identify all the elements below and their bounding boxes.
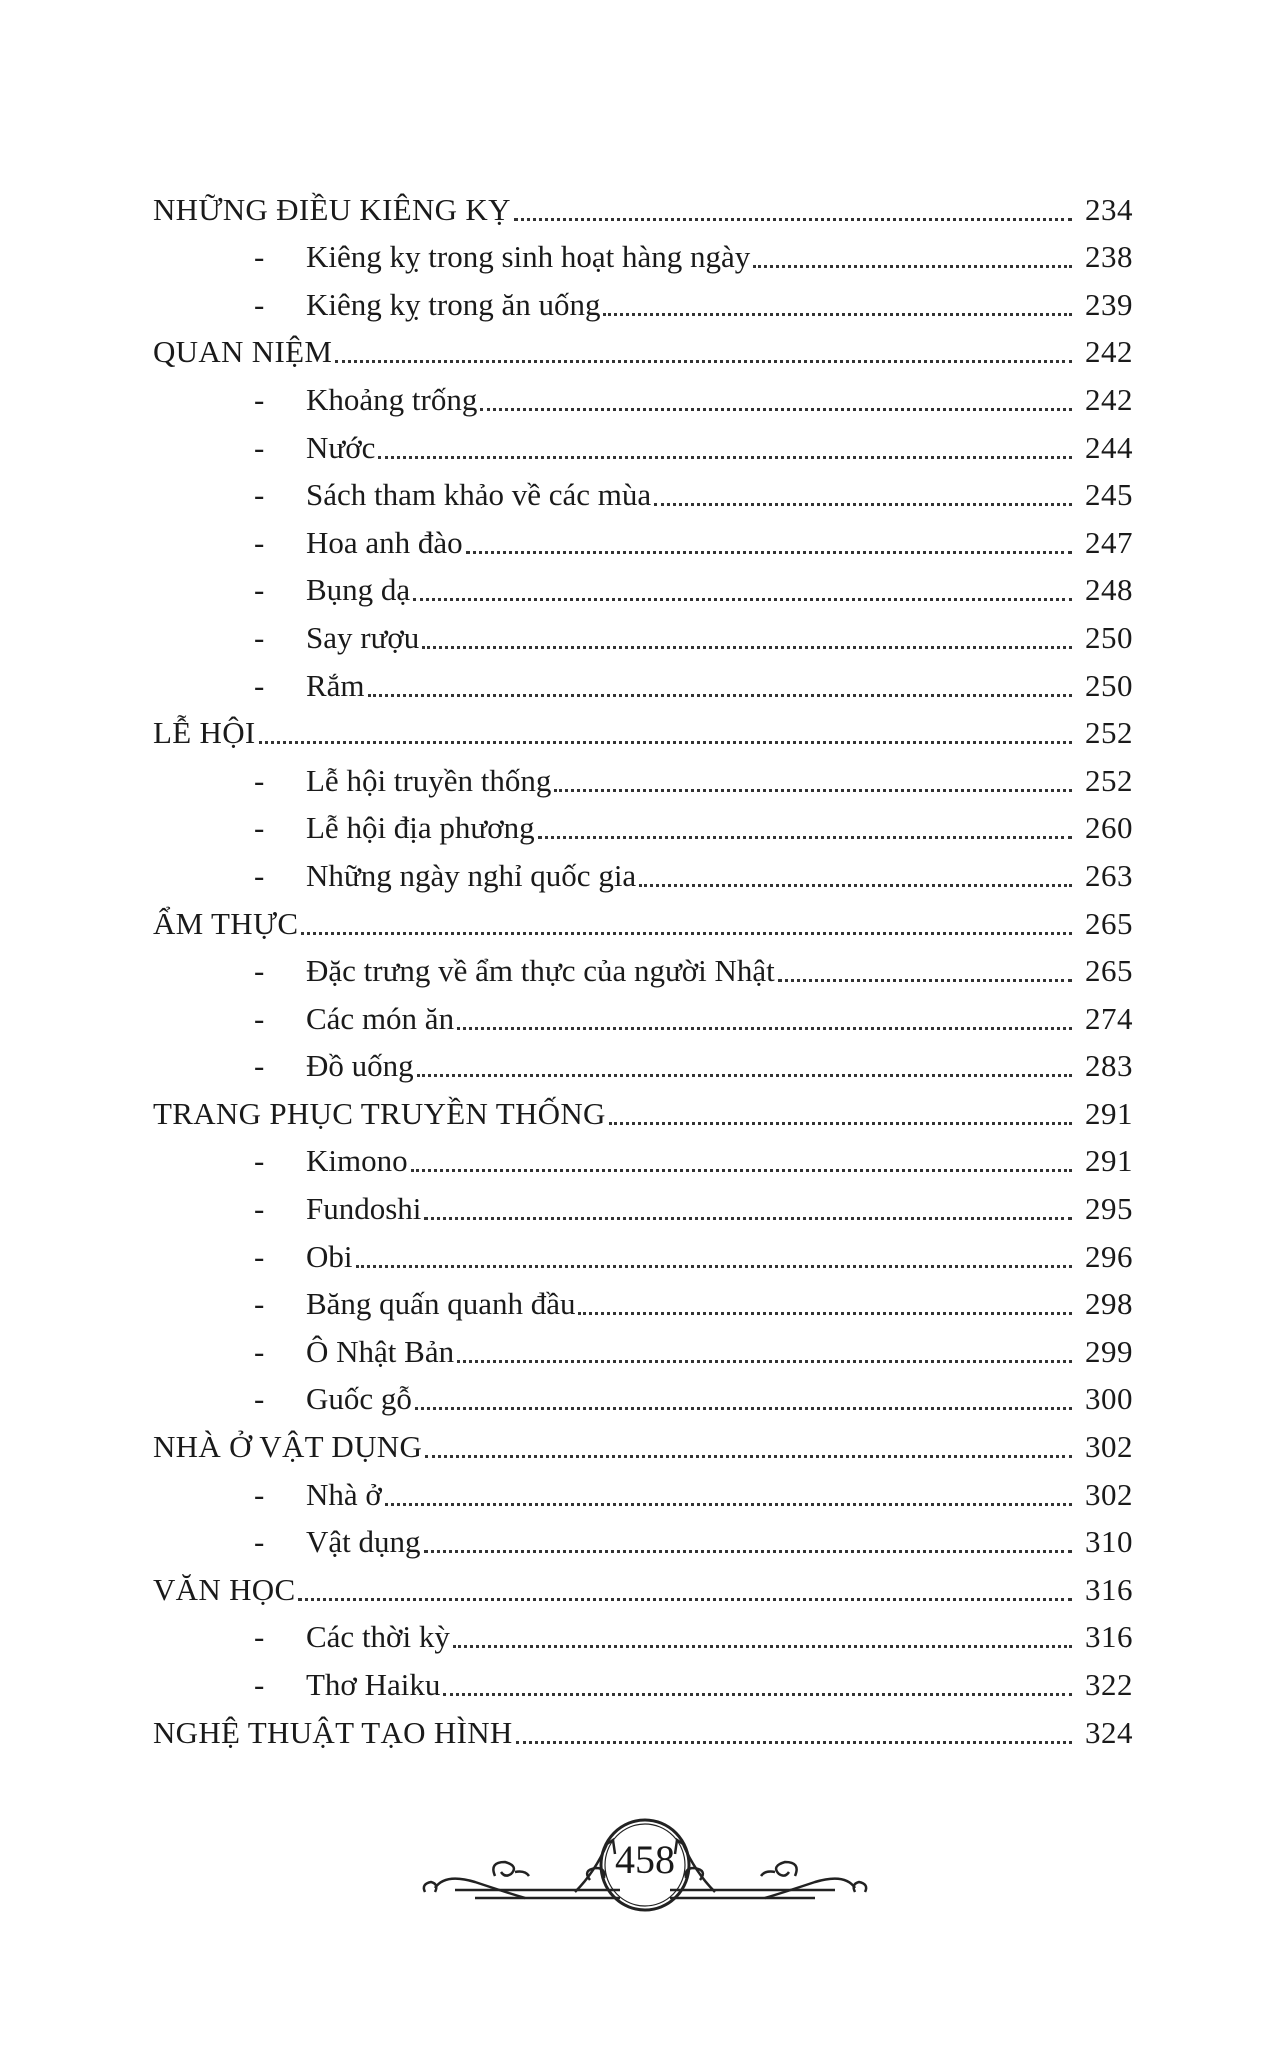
bullet-dash: - <box>254 1524 265 1560</box>
toc-subsection-entry <box>153 468 1133 516</box>
bullet-dash: - <box>254 1286 265 1322</box>
toc-entry-title: Kiêng kỵ trong ăn uống <box>306 286 601 322</box>
toc-subsection-entry <box>153 991 1133 1039</box>
toc-entry-page-number: 247 <box>1085 524 1133 560</box>
dot-leader <box>368 694 1072 697</box>
toc-entry-title: Rắm <box>306 667 365 703</box>
toc-subsection-entry <box>153 1134 1133 1182</box>
toc-entry-title: Kiêng kỵ trong sinh hoạt hàng ngày <box>306 239 751 275</box>
dot-leader <box>603 313 1072 316</box>
toc-section-entry <box>153 1419 1133 1467</box>
toc-entry-title: Lễ hội truyền thống <box>306 762 552 798</box>
toc-entry-page-number: 316 <box>1085 1571 1133 1607</box>
toc-entry-title: Hoa anh đào <box>306 524 463 560</box>
bullet-dash: - <box>254 1048 265 1084</box>
toc-entry-page-number: 242 <box>1085 334 1133 370</box>
toc-entry-page-number: 252 <box>1085 715 1133 751</box>
toc-subsection-entry <box>153 277 1133 325</box>
toc-entry-page-number: 302 <box>1085 1476 1133 1512</box>
toc-entry-title: Say rượu <box>306 619 420 655</box>
dot-leader <box>639 884 1072 887</box>
toc-entry-title: Ô Nhật Bản <box>306 1333 455 1369</box>
toc-entry-page-number: 322 <box>1085 1667 1133 1702</box>
bullet-dash: - <box>254 667 265 703</box>
toc-subsection-entry <box>153 1039 1133 1087</box>
dot-leader <box>609 1122 1072 1125</box>
bullet-dash: - <box>254 524 265 560</box>
dot-leader <box>422 646 1072 649</box>
toc-entry-page-number: 310 <box>1085 1524 1133 1560</box>
toc-section-entry <box>153 1562 1133 1610</box>
toc-section-entry <box>153 1705 1133 1753</box>
toc-subsection-entry <box>153 1181 1133 1229</box>
toc-entry-title: Bụng dạ <box>306 572 411 608</box>
toc-section-entry <box>153 1086 1133 1134</box>
dot-leader <box>778 979 1072 982</box>
toc-entry-title: Đặc trưng về ẩm thực của người Nhật <box>306 953 775 989</box>
bullet-dash: - <box>254 619 265 655</box>
table-of-contents <box>153 182 1133 1753</box>
toc-subsection-entry <box>153 372 1133 420</box>
dot-leader <box>480 408 1072 411</box>
toc-subsection-entry <box>153 1372 1133 1420</box>
toc-section-entry <box>153 182 1133 230</box>
toc-entry-title: Obi <box>306 1238 353 1274</box>
toc-entry-title: Đồ uống <box>306 1048 414 1084</box>
dot-leader <box>578 1312 1072 1315</box>
toc-entry-title: Các thời kỳ <box>306 1619 450 1655</box>
toc-entry-page-number: 250 <box>1085 619 1133 655</box>
toc-subsection-entry <box>153 230 1133 278</box>
toc-subsection-entry <box>153 1277 1133 1325</box>
toc-entry-page-number: 298 <box>1085 1286 1133 1322</box>
toc-entry-page-number: 250 <box>1085 667 1133 703</box>
bullet-dash: - <box>254 286 265 322</box>
dot-leader <box>356 1265 1073 1268</box>
toc-entry-title: NGHỆ THUẬT TẠO HÌNH <box>153 1714 513 1750</box>
toc-entry-title: Fundoshi <box>306 1191 422 1227</box>
toc-entry-title: NHÀ Ở VẬT DỤNG <box>153 1429 423 1465</box>
dot-leader <box>378 456 1072 459</box>
dot-leader <box>259 741 1072 744</box>
toc-entry-page-number: 260 <box>1085 810 1133 846</box>
page-footer-ornament <box>405 1810 885 1920</box>
toc-subsection-entry <box>153 1515 1133 1563</box>
toc-entry-title: Guốc gỗ <box>306 1381 412 1417</box>
toc-subsection-entry <box>153 1229 1133 1277</box>
toc-entry-title: Những ngày nghỉ quốc gia <box>306 857 637 893</box>
dot-leader <box>411 1169 1072 1172</box>
toc-entry-page-number: 248 <box>1085 572 1133 608</box>
toc-subsection-entry <box>153 420 1133 468</box>
dot-leader <box>415 1407 1072 1410</box>
toc-subsection-entry <box>153 1324 1133 1372</box>
toc-entry-title: NHỮNG ĐIỀU KIÊNG KỴ <box>153 191 511 227</box>
bullet-dash: - <box>254 1619 265 1655</box>
toc-entry-page-number: 296 <box>1085 1238 1133 1274</box>
toc-entry-title: VĂN HỌC <box>153 1571 296 1607</box>
toc-entry-page-number: 252 <box>1085 762 1133 798</box>
toc-section-entry <box>153 325 1133 373</box>
dot-leader <box>385 1503 1072 1506</box>
toc-section-entry <box>153 896 1133 944</box>
toc-entry-page-number: 283 <box>1085 1048 1133 1084</box>
toc-entry-page-number: 299 <box>1085 1333 1133 1369</box>
toc-entry-page-number: 324 <box>1085 1714 1133 1750</box>
toc-subsection-entry <box>153 563 1133 611</box>
dot-leader <box>424 1550 1072 1553</box>
bullet-dash: - <box>254 953 265 989</box>
toc-entry-title: Kimono <box>306 1143 408 1179</box>
dot-leader <box>457 1027 1072 1030</box>
toc-entry-page-number: 244 <box>1085 429 1133 465</box>
toc-section-entry <box>153 706 1133 754</box>
dot-leader <box>301 932 1072 935</box>
dot-leader <box>457 1360 1072 1363</box>
bullet-dash: - <box>254 477 265 513</box>
toc-entry-title: Thơ Haiku <box>306 1667 441 1702</box>
toc-subsection-entry <box>153 753 1133 801</box>
bullet-dash: - <box>254 1667 265 1702</box>
toc-entry-page-number: 234 <box>1085 191 1133 227</box>
toc-entry-title: TRANG PHỤC TRUYỀN THỐNG <box>153 1095 606 1131</box>
dot-leader <box>753 265 1072 268</box>
toc-entry-title: Nước <box>306 429 376 465</box>
dot-leader <box>466 551 1072 554</box>
toc-entry-title: LỄ HỘI <box>153 715 256 751</box>
toc-entry-title: QUAN NIỆM <box>153 334 333 370</box>
toc-entry-title: Nhà ở <box>306 1476 382 1512</box>
dot-leader <box>425 1455 1072 1458</box>
dot-leader <box>654 503 1072 506</box>
toc-subsection-entry <box>153 944 1133 992</box>
dot-leader <box>298 1598 1072 1601</box>
bullet-dash: - <box>254 1238 265 1274</box>
toc-subsection-entry <box>153 1467 1133 1515</box>
dot-leader <box>516 1741 1072 1744</box>
toc-entry-title: Sách tham khảo về các mùa <box>306 477 652 513</box>
toc-entry-page-number: 265 <box>1085 905 1133 941</box>
bullet-dash: - <box>254 1476 265 1512</box>
toc-subsection-entry <box>153 1610 1133 1658</box>
toc-entry-page-number: 302 <box>1085 1429 1133 1465</box>
toc-entry-page-number: 263 <box>1085 857 1133 893</box>
dot-leader <box>424 1217 1072 1220</box>
toc-subsection-entry <box>153 1657 1133 1705</box>
toc-entry-page-number: 291 <box>1085 1143 1133 1179</box>
bullet-dash: - <box>254 1381 265 1417</box>
dot-leader <box>453 1645 1072 1648</box>
toc-entry-page-number: 239 <box>1085 286 1133 322</box>
toc-entry-page-number: 295 <box>1085 1191 1133 1227</box>
dot-leader <box>335 360 1072 363</box>
toc-subsection-entry <box>153 658 1133 706</box>
dot-leader <box>514 218 1072 221</box>
bullet-dash: - <box>254 381 265 417</box>
toc-entry-title: Vật dụng <box>306 1524 421 1560</box>
dot-leader <box>538 836 1072 839</box>
bullet-dash: - <box>254 857 265 893</box>
bullet-dash: - <box>254 1191 265 1227</box>
dot-leader <box>413 598 1072 601</box>
bullet-dash: - <box>254 1143 265 1179</box>
toc-entry-page-number: 300 <box>1085 1381 1133 1417</box>
toc-subsection-entry <box>153 848 1133 896</box>
bullet-dash: - <box>254 239 265 275</box>
bullet-dash: - <box>254 429 265 465</box>
toc-entry-title: Lễ hội địa phương <box>306 810 535 846</box>
dot-leader <box>443 1693 1072 1696</box>
toc-entry-page-number: 316 <box>1085 1619 1133 1655</box>
toc-subsection-entry <box>153 801 1133 849</box>
bullet-dash: - <box>254 810 265 846</box>
toc-subsection-entry <box>153 610 1133 658</box>
bullet-dash: - <box>254 1000 265 1036</box>
toc-entry-page-number: 265 <box>1085 953 1133 989</box>
bullet-dash: - <box>254 1333 265 1369</box>
toc-entry-page-number: 291 <box>1085 1095 1133 1131</box>
toc-entry-page-number: 274 <box>1085 1000 1133 1036</box>
bullet-dash: - <box>254 572 265 608</box>
bullet-dash: - <box>254 762 265 798</box>
toc-subsection-entry <box>153 515 1133 563</box>
toc-entry-title: ẨM THỰC <box>153 905 299 941</box>
toc-entry-title: Băng quấn quanh đầu <box>306 1286 576 1322</box>
toc-entry-title: Khoảng trống <box>306 381 478 417</box>
dot-leader <box>417 1074 1072 1077</box>
toc-entry-page-number: 238 <box>1085 239 1133 275</box>
dot-leader <box>554 789 1072 792</box>
toc-entry-title: Các món ăn <box>306 1000 455 1036</box>
page-number: 458 <box>615 1837 675 1882</box>
toc-entry-page-number: 242 <box>1085 381 1133 417</box>
toc-entry-page-number: 245 <box>1085 477 1133 513</box>
